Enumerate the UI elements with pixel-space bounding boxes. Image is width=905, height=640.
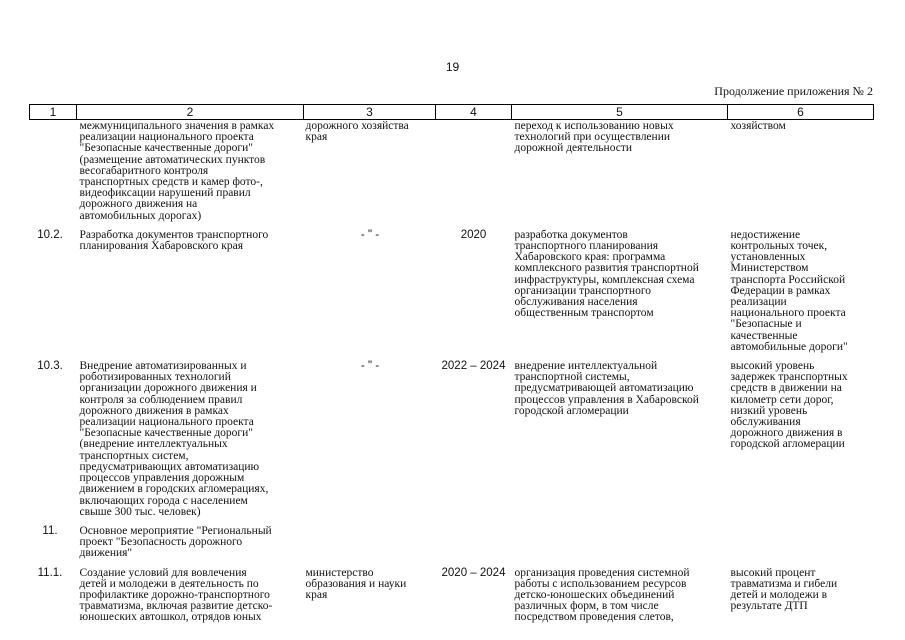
measure-name [77, 230, 304, 361]
period [436, 526, 512, 568]
executor-text: министерство образования и науки края [305, 566, 407, 601]
measure-name-text: Основное мероприятие "Региональный проект "Безопасность дорожного движения" [79, 524, 272, 560]
header-col-6: 6 [728, 105, 874, 120]
consequence-text: высокий процент травматизма и гибели детей и молодежи в результате ДТП [730, 566, 838, 613]
table-row [30, 120, 874, 230]
page-number: 19 [445, 60, 460, 74]
measure-name [77, 361, 304, 526]
header-col-1: 1 [30, 105, 77, 120]
measure-name [77, 526, 304, 568]
measure-name-text: Создание условий для вовлечения детей и молодежи в деятельность по профилактике дорожно-транспортного травматизма, включая развитие детско- юношеских автошкол, отрядов юных [79, 566, 273, 624]
expected-result [512, 361, 728, 526]
consequence [728, 526, 874, 568]
consequence-text: высокий уровень задержек транспортных средств в движении на километр сети дорог, низкий уровень обслуживания дорожного движения в городской агломерации [730, 360, 848, 451]
executor: - " - [360, 228, 380, 241]
table-row [30, 361, 874, 526]
table-row [30, 568, 874, 632]
measure-name [77, 120, 304, 230]
header-col-4: 4 [436, 105, 512, 120]
measure-name [77, 568, 304, 632]
header-col-2: 2 [77, 105, 304, 120]
measure-name-text: Внедрение автоматизированных и роботизированных технологий организации дорожного движения и контроля за соблюдением правил дорожного движения в рамках реализации национального проекта "Безопасные качественные дороги" (внедрение интеллектуальных транспортных систем, предусматривающих автоматизацию процессов управления дорожным движением в городских агломерациях, включающих города с населением свыше 300 тыс. человек) [79, 360, 269, 518]
header-col-5: 5 [512, 105, 728, 120]
expected-result [512, 568, 728, 632]
row-number: 10.3. [37, 360, 63, 373]
executor [304, 120, 436, 230]
measure-name-text: межмуниципального значения в рамках реализации национального проекта "Безопасные качественные дороги" (размещение автоматических пунктов весогабаритного контроля транспортных средств и камер фото-, видеофиксации нарушений правил дорожного движения на автомобильных дорогах) [79, 120, 275, 222]
expected-result [512, 526, 728, 568]
table-row [30, 526, 874, 568]
expected-result [512, 120, 728, 230]
expected-result-text: разработка документов транспортного планирования Хабаровского края: программа комплексного развития транспортной инфраструктуры, комплексная схема организации транспортного обслуживания населения общественным транспортом [514, 228, 699, 320]
consequence [728, 568, 874, 632]
row-number: 11.1. [37, 566, 63, 579]
period [436, 120, 512, 230]
continuation-label: Продолжение приложения № 2 [714, 84, 873, 98]
executor: - " - [360, 360, 380, 373]
expected-result-text: организация проведения системной работы с использованием ресурсов детско-юношеских объединений различных форм, в том числе посредством проведения слетов, [514, 566, 690, 624]
row-number: 11. [42, 524, 58, 537]
period: 2020 – 2024 [441, 566, 506, 579]
executor [304, 568, 436, 632]
period: 2020 [460, 228, 487, 241]
executor [304, 526, 436, 568]
executor-text: дорожного хозяйства края [305, 120, 409, 144]
consequence [728, 361, 874, 526]
consequence-text: хозяйством [730, 120, 786, 132]
row-number: 10.2. [37, 228, 63, 241]
consequence [728, 230, 874, 361]
header-col-3: 3 [304, 105, 436, 120]
expected-result-text: переход к использованию новых технологий при осуществлении дорожной деятельности [514, 120, 674, 155]
table-row [30, 230, 874, 361]
expected-result-text: внедрение интеллектуальной транспортной системы, предусматривающей автоматизацию процессов управления в Хабаровской городской агломерации [514, 360, 699, 417]
table-header-row [30, 105, 874, 120]
period: 2022 – 2024 [441, 360, 506, 373]
measure-name-text: Разработка документов транспортного планирования Хабаровского края [79, 228, 269, 253]
row-number [30, 120, 77, 230]
consequence-text: недостижение контрольных точек, установленных Министерством транспорта Российской Федерации в рамках реализации национального проекта "Безопасные и качественные автомобильные дороги" [730, 228, 848, 353]
measures-table [29, 104, 874, 632]
expected-result [512, 230, 728, 361]
consequence [728, 120, 874, 230]
